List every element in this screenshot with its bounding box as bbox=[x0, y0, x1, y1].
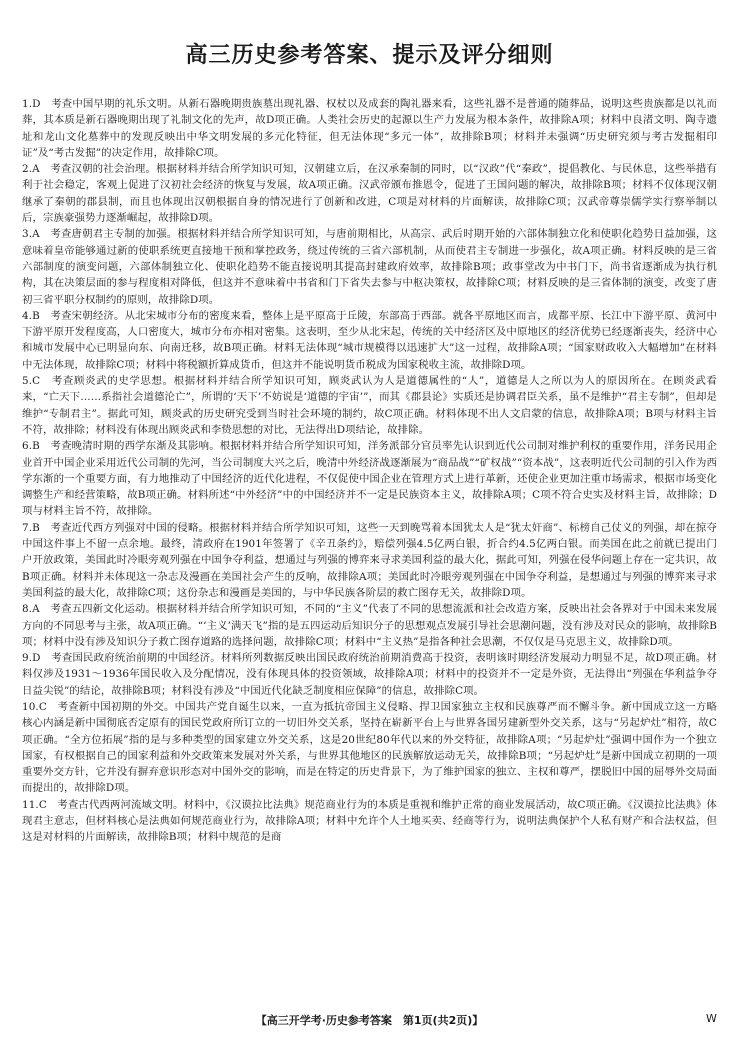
answer-item-11: 11.C 考查古代西两河流域文明。材料中，《汉谟拉比法典》规范商业行为的本质是重视和维护正常的商业发展活动，故C项正确。《汉谟拉比法典》体现君主意志，但材料核心是法典如何规范商业行为，故排除A项；材料中允许个人土地买卖、经商等行为，说明法典保护个人私有财产和合法权益，但这是对材料的片面解读，故排除B项；材料中规范的是商 bbox=[22, 798, 717, 844]
answer-item-10: 10.C 考查新中国初期的外交。中国共产党自诞生以来，一直为抵抗帝国主义侵略、捍卫国家独立主权和民族尊严而不懈斗争。新中国成立这一方略核心内涵是新中国彻底否定原有的国民党政府所订立的一切旧外交关系，坚持在崭新平台上与世界各国另建新型外交关系，这与“另起炉灶”相符，故C项正确。“全方位拓展”指的是与多种类型的国家建立外交关系，这是20世纪80年代以来的外交特征，故排除A项；“另起炉灶”强调中国作为一个独立国家，有权根据自己的国家利益和外交政策来发展对外关系，与世界其他地区的民族解放运动无关，故排除B项；“另起炉灶”是新中国成立初期的一项重要外交方针，它并没有摒弃意识形态对中国外交的影响，而是在特定的历史背景下，为了维护国家的独立、主权和尊严，摆脱旧中国的屈辱外交局面而提出的，故排除D项。 bbox=[22, 700, 717, 795]
answer-item-5: 5.C 考查顾炎武的史学思想。根据材料并结合所学知识可知，顾炎武认为人是道德属性的“人”，道德是人之所以为人的原因所在。在顾炎武看来，“亡天下……系指社会道德沦亡”，所谓的‘天下’不妨说是‘道德的宇宙’”，而其《郡县论》实质还是协调君臣关系，虽不是维护“君主专制”，但却是维护“专制君主”。据此可知，顾炎武的历史研究受到当时社会环境的制约，故C项正确。材料体现不出人文启蒙的信息，故排除A项；B项与材料主旨不符，故排除；材料没有体现出顾炎武和李贽思想的对比，无法得出D项结论，故排除。 bbox=[22, 375, 717, 436]
answer-item-4: 4.B 考查宋朝经济。从北宋城市分布的密度来看，整体上是平原高于丘陵，东部高于西部。就各平原地区而言，成都平原、长江中下游平原、黄河中下游平原开发程度高，人口密度大，城市分布亦相对密集。这表明，至少从北宋起，传统的关中经济区及中原地区的经济优势已经逐渐丧失，经济中心和城市发展中心已明显向东、向南迁移，故B项正确。材料无法体现“城市规模得以迅速扩大”这一过程，故排除A项；“国家财政收入大幅增加”在材料中无法体现，故排除C项；材料中将税额折算成货币，但这并不能说明货币税成为国家税收主流，故排除D项。 bbox=[22, 309, 717, 371]
answer-item-8: 8.A 考查五四新文化运动。根据材料并结合所学知识可知，不同的“主义”代表了不同的思想流派和社会改造方案，反映出社会各界对于中国未来发展方向的不同思考与主张，故A项正确。“‘主义’满天飞”指的是五四运动后知识分子的思想观点发展引导社会思潮问题，没有涉及对民众的影响，故排除B项；材料中没有涉及知识分子救亡图存道路的选择问题，故排除C项；材料中“主义热”是指各种社会思潮，不仅仅是马克思主义，故排除D项。 bbox=[22, 603, 717, 648]
page-footer: 【高三开学考·历史参考答案 第1页(共2页)】 bbox=[255, 1014, 484, 1027]
page-title: 高三历史参考答案、提示及评分细则 bbox=[185, 43, 554, 68]
answer-item-7: 7.B 考查近代西方列强对中国的侵略。根据材料并结合所学知识可知，这些一天到晚骂着本国犹太人是“犹太奸商”、标榜自己仗义的列强，却在掠夺中国这件事上不留一点余地。最终，清政府在1901年签署了《辛丑条约》，赔偿列强4.5亿两白银，折合约4.5亿两白银。而美国在此之前就已提出门户开放政策，美国此时冷眼旁观列强在中国争夺利益，想通过与列强的博弈来寻求美国利益的最大化，据此可知，列强在侵华问题上存在一定共识，故B项正确。材料并未体现这一杂志及漫画在美国社会产生的反响，故排除A项；美国此时冷眼旁观列强在中国争夺利益，是想通过与列强的博弈来寻求美国利益的最大化，故排除C项；这份杂志和漫画是美国的，与中华民族各阶层的救亡图存无关，故排除D项。 bbox=[22, 521, 717, 599]
answer-item-2: 2.A 考查汉朝的社会治理。根据材料并结合所学知识可知，汉朝建立后，在汉承秦制的同时，以“汉政”代“秦政”，提倡教化、与民休息，这些举措有利于社会稳定，客观上促进了汉初社会经济的恢复与发展，故A项正确。汉武帝颁布推恩令，促进了王国问题的解决，故排除B项；材料不仅体现汉朝继承了秦朝的郡县制，而且也体现出汉朝根据自身的情况进行了创新和改进，C项是对材料的片面解读，故排除C项；汉武帝尊崇儒学实行察举制以后，宗族豪强势力逐渐崛起，故排除D项。 bbox=[22, 163, 717, 225]
answer-item-9: 9.D 考查国民政府统治前期的中国经济。材料所列数据反映出国民政府统治前期消费高于投资，表明该时期经济发展动力明显不足，故D项正确。材料仅涉及1931～1936年国民收入及分配情况，没有体现具体的投资领域，故排除A项；材料中的投资并不一定是外资，无法得出“列强在华利益争夺日益尖锐”的结论，故排除B项；材料没有涉及“中国近代化缺乏制度相应保障”的信息，故排除C项。 bbox=[22, 652, 717, 697]
answer-item-6: 6.B 考查晚清时期的西学东渐及其影响。根据材料并结合所学知识可知，洋务派部分官员率先认识到近代公司制对维护利权的重要作用，洋务民用企业首开中国企业采用近代公司制的先河，当公司制度大兴之后，晚清中外经济战逐渐展为“商品战”“矿权战”“资本战”，这表明近代公司制的引入作为西学东渐的一个重要方面，有力地推动了中国经济的近代化进程，不仅促使中国企业在管理方式上进行革新，还使企业更加注重市场需求，根据市场变化调整生产和经营策略，故B项正确。材料所述“中外经济”中的中国经济并不一定是民族资本主义，故排除A项；C项不符合史实及材料主旨，故排除；D项与材料主旨不符，故排除。 bbox=[22, 440, 717, 518]
footer-mark: W bbox=[706, 1012, 717, 1025]
answer-item-3: 3.A 考查唐朝君主专制的加强。根据材料并结合所学知识可知，与唐前期相比，从高宗、武后时期开始的六部体制独立化和使职化趋势日益加强，这意味着皇帝能够通过新的使职系统更直接地干预和掌控政务，绕过传统的三省六部机制，从而使君主专制进一步强化，故A项正确。材料反映的是三省六部制度的演变问题，六部体制独立化、使职化趋势不能直接说明其提高封建政府效率，故排除B项；政事堂改为中书门下，尚书省逐渐成为执行机构，其在决策层面的参与程度相对降低，但这并不意味着中书省和门下省失去参与中枢决策权，故排除C项；材料反映的是三省体制的演变，改变了唐初三省平职分权制约的原则，故排除D项。 bbox=[22, 228, 717, 306]
answer-item-1: 1.D 考查中国早期的礼乐文明。从新石器晚期贵族墓出现礼器、权杖以及成套的陶礼器来看，这些礼器不是普通的随葬品，说明这些贵族都是以礼而葬，其本质是新石器晚期出现了礼制文化的先声，故D项正确。人类社会历史的起源以生产力发展为根本条件，故排除A项；材料中良渚文明、陶寺遗址和龙山文化墓葬中的发现反映出中华文明发展的多元化特征，但无法体现“多元一体”，故排除B项；材料并未强调“历史研究须与考古发掘相印证”及“考古发掘”的决定作用，故排除C项。 bbox=[22, 98, 717, 159]
answer-list bbox=[22, 96, 717, 846]
